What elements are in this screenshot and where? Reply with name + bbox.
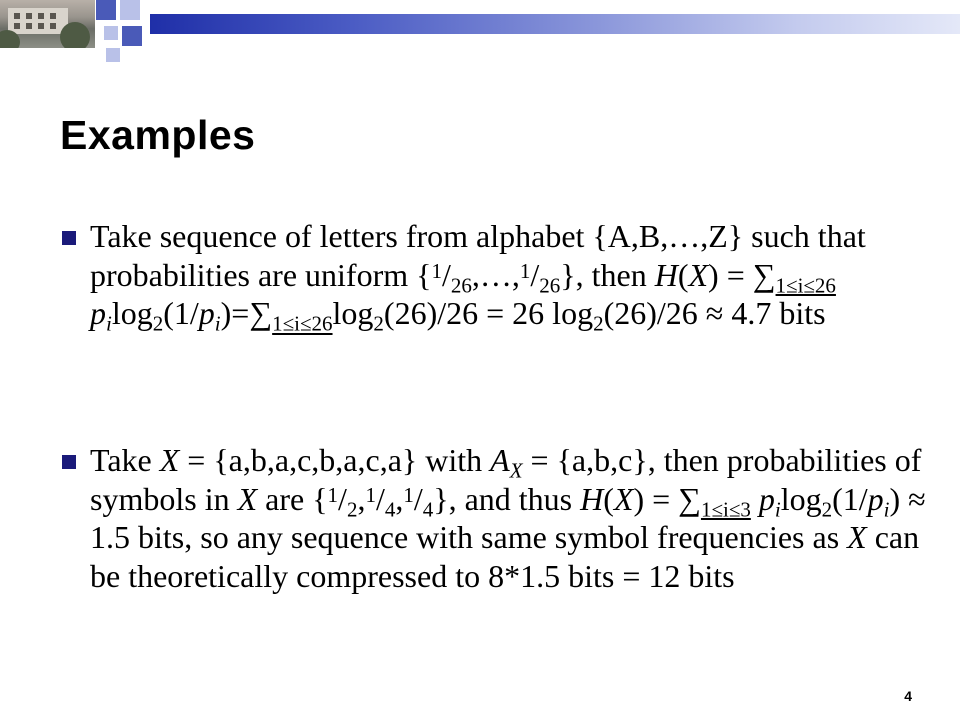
bullet-marker bbox=[62, 455, 76, 469]
page-number: 4 bbox=[904, 688, 912, 704]
bullet-text-2: Take X = {a,b,a,c,b,a,c,a} with $A_X = \{a,b,c\}$, then probabilities of symbols in X are $\{^1/_2,^1/_4,^1/_4\}$, and thus $H(X) = \sum_{1\le i\le 3}$ $p_i\log_2(1/p_i) \approx 1.5$ bits, so any sequence with same symbol frequencies as X can be theoretically compressed to 8*1.5 bits = 12 bits bbox=[90, 442, 926, 594]
header-building-photo bbox=[0, 0, 95, 48]
decor-square bbox=[122, 26, 142, 46]
bullet-marker bbox=[62, 231, 76, 245]
slide-title: Examples bbox=[60, 112, 256, 158]
decor-square bbox=[120, 0, 140, 20]
decor-square bbox=[96, 0, 116, 20]
decor-square bbox=[106, 48, 120, 62]
header-gradient-band bbox=[150, 14, 960, 34]
bullet-text-1: Take sequence of letters from alphabet {A,B,…,Z} such that probabilities are uniform $\{^1/_{26},\dots,^1/_{26}\}$, then $H(X) = \sum_{1\le i\le 26}$ $p_i\log_2(1/p_i)=\sum_{1\le i\le 26}\log_2(26)/26 = 26$ $\log_2(26)/26 \approx 4.7$ bits bbox=[90, 218, 866, 336]
decor-square bbox=[104, 26, 118, 40]
